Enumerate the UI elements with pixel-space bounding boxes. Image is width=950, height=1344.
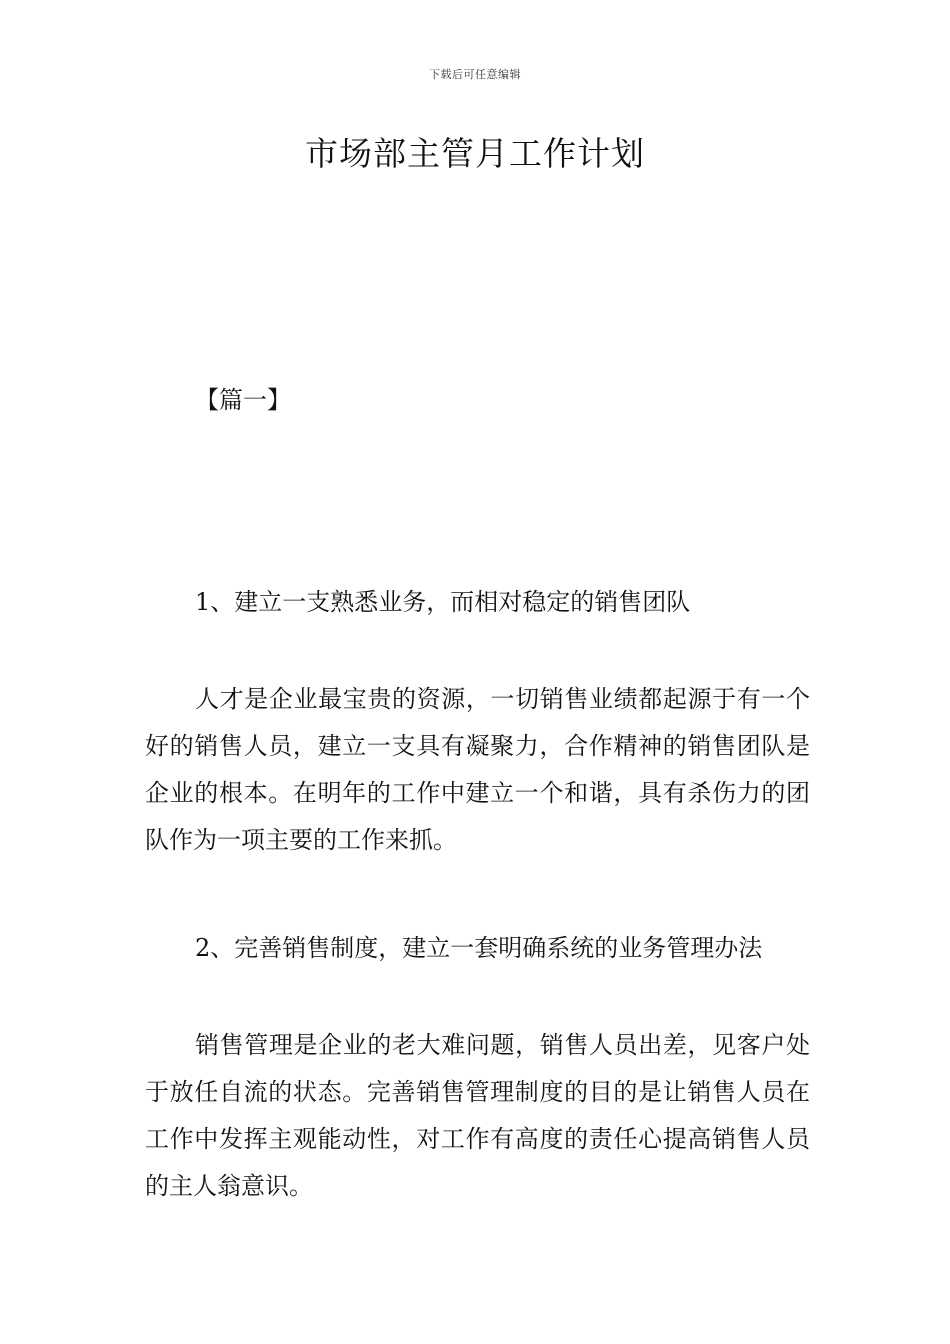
item-paragraph-2: 销售管理是企业的老大难问题，销售人员出差，见客户处于放任自流的状态。完善销售管理制度的目的是让销售人员在工作中发挥主观能动性，对工作有高度的责任心提高销售人员的主人翁意识。: [145, 1031, 810, 1200]
item-paragraph-1: 人才是企业最宝贵的资源，一切销售业绩都起源于有一个好的销售人员，建立一支具有凝聚力，合作精神的销售团队是企业的根本。在明年的工作中建立一个和谐，具有杀伤力的团队作为一项主要的工作来抓。: [145, 685, 810, 854]
document-title: 市场部主管月工作计划: [305, 134, 645, 173]
header-note: 下载后可任意编辑: [429, 68, 521, 81]
section-tag: 【篇一】: [195, 386, 291, 414]
item-heading-1: 1、建立一支熟悉业务，而相对稳定的销售团队: [195, 588, 691, 616]
item-heading-2: 2、完善销售制度，建立一套明确系统的业务管理办法: [195, 934, 763, 962]
